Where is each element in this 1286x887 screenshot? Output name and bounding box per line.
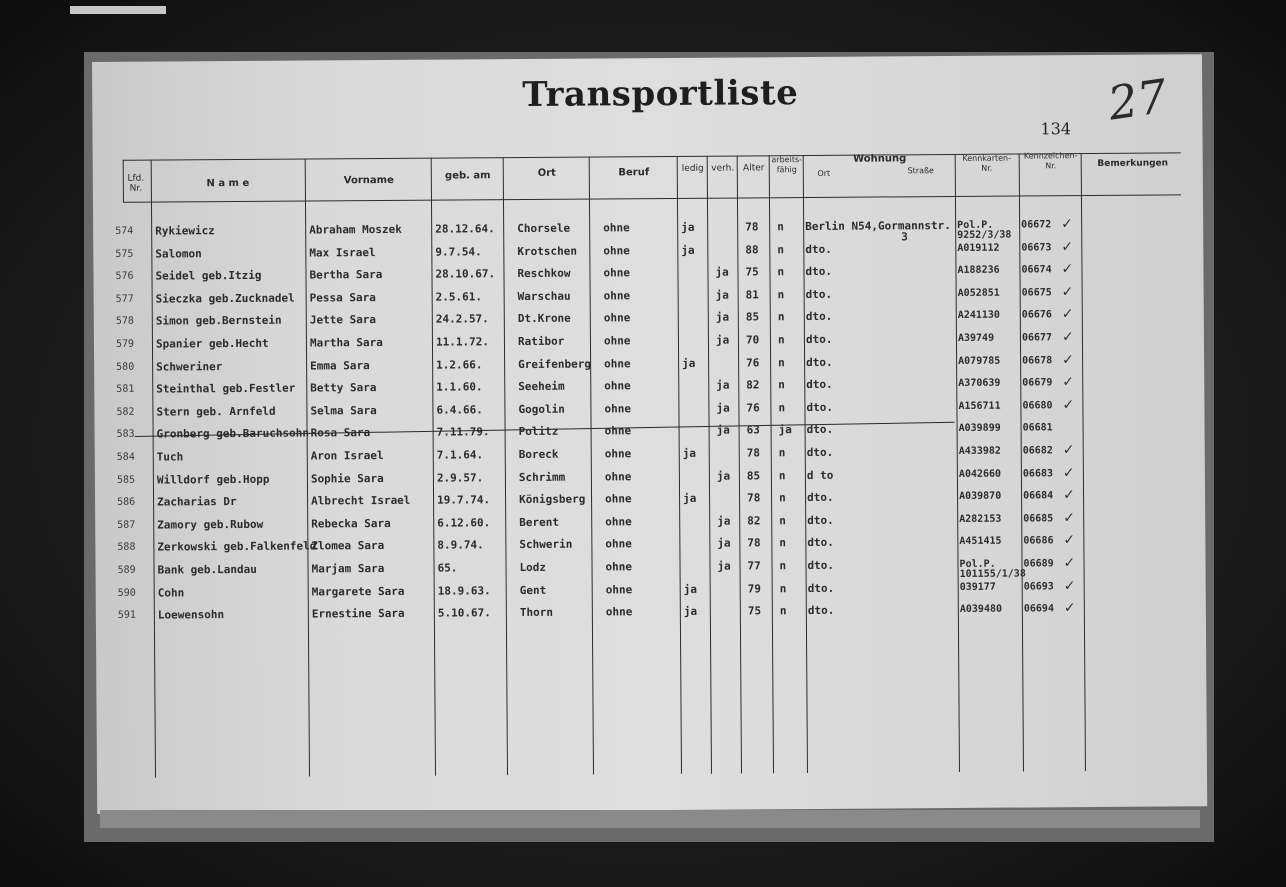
cell-verh: ja <box>715 310 730 325</box>
cell-vorname: Rebecka Sara <box>311 516 391 531</box>
cell-name: Rykiewicz <box>155 224 215 238</box>
cell-beruf: ohne <box>603 289 631 303</box>
cell-beruf: ohne <box>604 469 632 484</box>
cell-geb: 18.9.63. <box>437 583 491 598</box>
header-lfd-nr: Lfd. Nr. <box>127 173 145 194</box>
cell-name: Spanier geb.Hecht <box>155 336 269 351</box>
cell-check: ✓ <box>1063 577 1076 594</box>
page-number: 134 <box>1040 119 1072 139</box>
cell-arb: ja <box>778 423 792 437</box>
cell-ort: Ratibor <box>517 334 565 349</box>
cell-alter: 75 <box>745 265 759 279</box>
cell-wohnung2: 3 <box>901 230 908 244</box>
cell-wohnung: dto. <box>806 400 833 414</box>
cell-geb: 65. <box>437 561 458 575</box>
cell-geb: 6.4.66. <box>436 403 483 417</box>
cell-arb: n <box>778 355 785 369</box>
cell-name: Willdorf geb.Hopp <box>156 472 270 487</box>
cell-beruf: ohne <box>604 402 631 416</box>
cell-wohnung: dto. <box>805 310 833 324</box>
header-ledig: ledig <box>681 163 704 174</box>
header-kennkarten-nr: Kennkarten- Nr. <box>962 153 1012 173</box>
cell-check: ✓ <box>1062 487 1075 504</box>
cell-beruf: ohne <box>603 334 631 348</box>
cell-beruf: ohne <box>604 424 632 438</box>
cell-kz: 06682 <box>1022 445 1053 457</box>
cell-nr: 576 <box>115 270 134 283</box>
header-bemerkungen: Bemerkungen <box>1097 158 1169 169</box>
cell-kk: A079785 <box>958 355 1001 367</box>
cell-geb: 19.7.74. <box>437 493 491 507</box>
cell-kz: 06683 <box>1022 467 1054 480</box>
cell-kk: A039899 <box>958 423 1001 435</box>
cell-arb: n <box>778 468 786 482</box>
cell-wohnung: dto. <box>806 355 833 369</box>
cell-nr: 590 <box>117 587 136 599</box>
cell-beruf: ohne <box>603 243 630 258</box>
cell-arb: n <box>777 287 785 302</box>
cell-nr: 578 <box>115 316 134 328</box>
cell-vorname: Margarete Sara <box>311 584 405 599</box>
cell-alter: 78 <box>746 446 761 460</box>
cell-beruf: ohne <box>605 560 633 574</box>
cell-check: ✓ <box>1061 329 1074 346</box>
cell-ledig: ja <box>683 582 697 596</box>
cell-vorname: Martha Sara <box>309 335 383 350</box>
cell-kk2: 101155/1/38 <box>959 568 1026 580</box>
cell-alter: 78 <box>745 220 759 234</box>
cell-nr: 591 <box>117 609 136 622</box>
cell-geb: 6.12.60. <box>437 516 491 530</box>
cell-ledig: ja <box>681 243 695 257</box>
cell-beruf: ohne <box>603 266 631 280</box>
cell-name: Schweriner <box>156 359 223 374</box>
cell-alter: 81 <box>745 288 759 302</box>
cell-wohnung: dto. <box>805 287 833 301</box>
cell-wohnung: dto. <box>806 445 834 460</box>
cell-vorname: Albrecht Israel <box>311 493 411 508</box>
cell-nr: 575 <box>115 248 134 260</box>
cell-ort: Greifenberg <box>518 357 592 371</box>
cell-ort: Thorn <box>519 605 554 620</box>
cell-name: Zacharias Dr <box>157 495 237 509</box>
cell-ort: Schrimm <box>518 470 566 484</box>
cell-vorname: Betty Sara <box>310 381 377 395</box>
cell-check: ✓ <box>1062 351 1074 368</box>
cell-wohnung: dto. <box>807 604 835 618</box>
cell-kz: 06675 <box>1021 287 1052 299</box>
cell-verh: ja <box>715 265 729 279</box>
cell-verh: ja <box>717 514 731 528</box>
cell-alter: 79 <box>747 581 761 596</box>
cell-alter: 76 <box>746 355 760 370</box>
header-bottom-rule <box>123 194 1181 202</box>
cell-geb: 7.1.64. <box>436 448 484 462</box>
cell-nr: 583 <box>116 429 135 441</box>
cell-name: Salomon <box>155 246 202 261</box>
cell-ledig: ja <box>683 604 698 619</box>
cell-kk: A039480 <box>959 603 1003 616</box>
cell-kz: 06678 <box>1022 354 1053 367</box>
cell-kk: A370639 <box>958 377 1001 390</box>
cell-ort: Dt.Krone <box>517 312 571 326</box>
cell-vorname: Max Israel <box>309 245 376 260</box>
cell-ort: Reschkow <box>517 266 571 281</box>
cell-ort: Warschau <box>517 289 571 303</box>
cell-geb: 1.1.60. <box>436 380 483 394</box>
cell-verh: ja <box>716 378 730 392</box>
cell-kz: 06684 <box>1023 490 1054 502</box>
cell-arb: n <box>779 536 787 550</box>
cell-alter: 78 <box>747 536 761 550</box>
cell-kk: A156711 <box>958 400 1001 412</box>
cell-name: Zerkowski geb.Falkenfeld <box>157 539 317 554</box>
cell-wohnung: dto. <box>807 491 834 505</box>
cell-arb: n <box>777 220 784 234</box>
cell-wohnung: dto. <box>807 513 834 527</box>
header-name: N a m e <box>206 177 250 190</box>
cell-check: ✓ <box>1063 532 1076 549</box>
cell-kk: A282153 <box>959 513 1002 525</box>
cell-nr: 589 <box>117 564 136 576</box>
cell-wohnung: dto. <box>805 332 833 347</box>
cell-nr: 577 <box>115 293 134 305</box>
cell-kk: A052851 <box>957 287 1000 299</box>
cell-wohnung: dto. <box>805 265 833 279</box>
cell-geb: 11.1.72. <box>435 335 489 349</box>
cell-vorname: Marjam Sara <box>311 561 385 576</box>
cell-beruf: ohne <box>604 356 631 371</box>
cell-kk: A042660 <box>958 468 1002 480</box>
cell-arb: n <box>779 604 787 618</box>
cell-arb: n <box>779 491 786 505</box>
cell-geb: 24.2.57. <box>435 312 489 326</box>
cell-kz: 06677 <box>1021 332 1053 344</box>
cell-arb: n <box>777 242 784 256</box>
cell-name: Cohn <box>157 585 185 600</box>
cell-name: Stern geb. Arnfeld <box>156 404 276 419</box>
cell-ort: Gogolin <box>518 402 565 416</box>
cell-ort: Königsberg <box>519 492 586 507</box>
cell-verh: ja <box>716 423 730 438</box>
header-beruf: Beruf <box>618 167 650 179</box>
header-verh: verh. <box>711 163 735 174</box>
cell-geb: 5.10.67. <box>437 606 491 620</box>
cell-check: ✓ <box>1062 374 1075 391</box>
cell-name: Steinthal geb.Festler <box>156 381 296 396</box>
cell-vorname: Ernestine Sara <box>311 607 405 621</box>
cell-ort: Krotschen <box>517 244 577 258</box>
cell-kz: 06672 <box>1021 219 1052 231</box>
handwritten-number: 27 <box>1104 68 1171 131</box>
cell-geb: 28.12.64. <box>435 222 495 236</box>
cell-alter: 76 <box>746 401 760 415</box>
header-wohnung-ort: Ort <box>817 168 831 178</box>
cell-kk: Pol.P. <box>959 558 996 570</box>
cell-wohnung: dto. <box>807 536 834 550</box>
cell-arb: n <box>777 310 785 324</box>
cell-alter: 82 <box>747 514 761 528</box>
cell-vorname: Pessa Sara <box>309 290 376 305</box>
cell-ort: Berent <box>519 515 560 529</box>
cell-name: Bank geb.Landau <box>157 562 257 577</box>
cell-name: Gronberg geb.Baruchsohn <box>156 426 309 441</box>
cell-kz: 06693 <box>1023 580 1054 593</box>
cell-name: Zamory geb.Rubow <box>157 517 264 532</box>
header-ort: Ort <box>537 167 556 179</box>
header-geb-am: geb. am <box>444 170 491 182</box>
cell-kk: A039870 <box>959 490 1002 503</box>
cell-check: ✓ <box>1062 464 1075 481</box>
cell-arb: n <box>779 513 786 528</box>
cell-vorname: Sophie Sara <box>310 471 384 486</box>
cell-nr: 581 <box>116 383 135 396</box>
cell-nr: 584 <box>116 451 135 463</box>
cell-geb: 2.9.57. <box>436 470 484 485</box>
cell-kk: A39749 <box>957 332 995 344</box>
cell-nr: 574 <box>115 225 134 237</box>
header-kennzeichen-nr: Kennzeichen- Nr. <box>1023 151 1078 171</box>
cell-nr: 588 <box>117 542 136 554</box>
cell-alter: 63 <box>746 423 760 437</box>
cell-kk: A433982 <box>958 445 1001 457</box>
transport-list-sheet <box>92 54 1207 814</box>
cell-kz: 06686 <box>1023 535 1054 547</box>
cell-arb: n <box>777 265 785 279</box>
cell-wohnung: d to <box>806 468 834 482</box>
cell-arb: n <box>778 400 786 415</box>
cell-wohnung: dto. <box>806 378 833 392</box>
cell-ort: Lodz <box>519 560 547 575</box>
cell-kz: 06673 <box>1021 241 1052 254</box>
cell-beruf: ohne <box>604 447 632 461</box>
cell-vorname: Abraham Moszek <box>309 222 402 237</box>
header-arbeitsfaehig: arbeits- fähig <box>771 155 803 175</box>
cell-name: Tuch <box>156 450 184 464</box>
cell-kz: 06674 <box>1021 264 1052 276</box>
cell-beruf: ohne <box>605 515 632 529</box>
cell-beruf: ohne <box>604 379 631 393</box>
cell-nr: 579 <box>115 338 135 350</box>
header-wohnung: Wohnung <box>853 153 907 165</box>
cell-geb: 2.5.61. <box>435 290 483 304</box>
cell-kz: 06676 <box>1021 309 1052 321</box>
cell-beruf: ohne <box>605 537 632 551</box>
cell-kk: A451415 <box>959 536 1002 548</box>
cell-nr: 585 <box>116 474 136 486</box>
cell-check: ✓ <box>1062 396 1075 414</box>
cell-ledig: ja <box>683 491 697 506</box>
cell-check: ✓ <box>1061 283 1074 301</box>
cell-nr: 580 <box>116 361 135 373</box>
film-edge-mark <box>70 6 166 14</box>
cell-alter: 88 <box>745 242 759 257</box>
cell-alter: 77 <box>747 559 761 573</box>
cell-ledig: ja <box>682 356 696 370</box>
cell-alter: 82 <box>746 378 760 392</box>
cell-kk2: 9252/3/38 <box>957 229 1012 241</box>
cell-wohnung: dto. <box>807 581 835 595</box>
cell-check: ✓ <box>1062 442 1075 459</box>
cell-vorname: Rosa Sara <box>310 426 371 440</box>
cell-ledig: ja <box>681 220 695 234</box>
cell-name: Seidel geb.Itzig <box>155 269 262 283</box>
cell-ort: Chorsele <box>517 221 571 236</box>
cell-kk: A188236 <box>957 264 1000 277</box>
header-alter: Alter <box>743 163 765 174</box>
cell-kz: 06680 <box>1022 400 1053 412</box>
cell-check: ✓ <box>1061 216 1073 233</box>
cell-check: ✓ <box>1061 261 1074 278</box>
cell-nr: 582 <box>116 406 135 418</box>
cell-check: ✓ <box>1063 555 1076 572</box>
cell-ort: Gent <box>519 583 547 597</box>
cell-geb: 7.11.79. <box>436 425 490 439</box>
cell-kz: 06681 <box>1022 422 1053 434</box>
cell-alter: 75 <box>747 604 762 618</box>
cell-check: ✓ <box>1063 509 1075 527</box>
cell-kz: 06685 <box>1023 513 1054 525</box>
document-title: Transportliste <box>522 73 799 115</box>
cell-vorname: Bertha Sara <box>309 268 383 282</box>
cell-kz: 06689 <box>1023 558 1054 570</box>
cell-wohnung: dto. <box>806 423 834 437</box>
cell-arb: n <box>779 581 787 595</box>
cell-alter: 85 <box>746 468 761 483</box>
cell-kz: 06679 <box>1022 377 1053 389</box>
cell-name: Simon geb.Bernstein <box>155 314 282 328</box>
cell-kk: A241130 <box>957 310 1000 322</box>
cell-ort: Schwerin <box>519 538 573 552</box>
cell-name: Sieczka geb.Zucknadel <box>155 291 295 306</box>
cell-alter: 85 <box>745 310 760 324</box>
cell-arb: n <box>777 333 785 347</box>
cell-kk: Pol.P. <box>957 219 994 231</box>
cell-beruf: ohne <box>605 605 633 619</box>
cell-ort: Boreck <box>518 447 559 462</box>
cell-arb: n <box>778 446 786 460</box>
cell-vorname: Zlomea Sara <box>311 539 385 553</box>
cell-geb: 8.9.74. <box>437 538 484 552</box>
cell-geb: 1.2.66. <box>436 357 483 372</box>
header-vorname: Vorname <box>343 174 394 187</box>
cell-beruf: ohne <box>605 582 633 597</box>
cell-verh: ja <box>716 469 731 483</box>
cell-ort: Seeheim <box>518 379 565 394</box>
cell-wohnung: Berlin N54,Gormannstr. <box>805 219 951 234</box>
cell-beruf: ohne <box>603 311 631 325</box>
cell-ort: Politz <box>518 425 559 439</box>
cell-kk: A019112 <box>957 242 1000 254</box>
cell-check: ✓ <box>1063 600 1076 617</box>
cell-arb: n <box>779 559 787 573</box>
cell-arb: n <box>778 378 785 392</box>
cell-alter: 78 <box>747 491 761 505</box>
cell-wohnung: dto. <box>805 242 832 256</box>
cell-geb: 28.10.67. <box>435 267 496 281</box>
film-bottom-strip <box>100 810 1200 828</box>
cell-geb: 9.7.54. <box>435 244 482 259</box>
cell-vorname: Emma Sara <box>310 358 370 373</box>
cell-check: ✓ <box>1061 238 1074 255</box>
cell-beruf: ohne <box>603 221 630 235</box>
header-wohnung-strasse: Straße <box>907 166 934 176</box>
cell-beruf: ohne <box>605 492 632 506</box>
cell-check: ✓ <box>1061 306 1074 323</box>
cell-verh: ja <box>715 333 730 347</box>
cell-kz: 06694 <box>1023 603 1054 615</box>
cell-wohnung: dto. <box>807 558 835 573</box>
cell-vorname: Selma Sara <box>310 403 377 418</box>
cell-nr: 587 <box>117 519 136 531</box>
cell-alter: 70 <box>745 333 760 347</box>
cell-kk: 039177 <box>959 581 996 593</box>
cell-nr: 586 <box>117 496 136 509</box>
cell-verh: ja <box>717 536 731 551</box>
cell-verh: ja <box>716 401 730 415</box>
cell-verh: ja <box>717 559 731 573</box>
cell-vorname: Aron Israel <box>310 448 384 463</box>
cell-verh: ja <box>715 288 729 302</box>
cell-name: Loewensohn <box>157 608 225 622</box>
cell-vorname: Jette Sara <box>309 313 377 327</box>
cell-ledig: ja <box>682 446 697 460</box>
